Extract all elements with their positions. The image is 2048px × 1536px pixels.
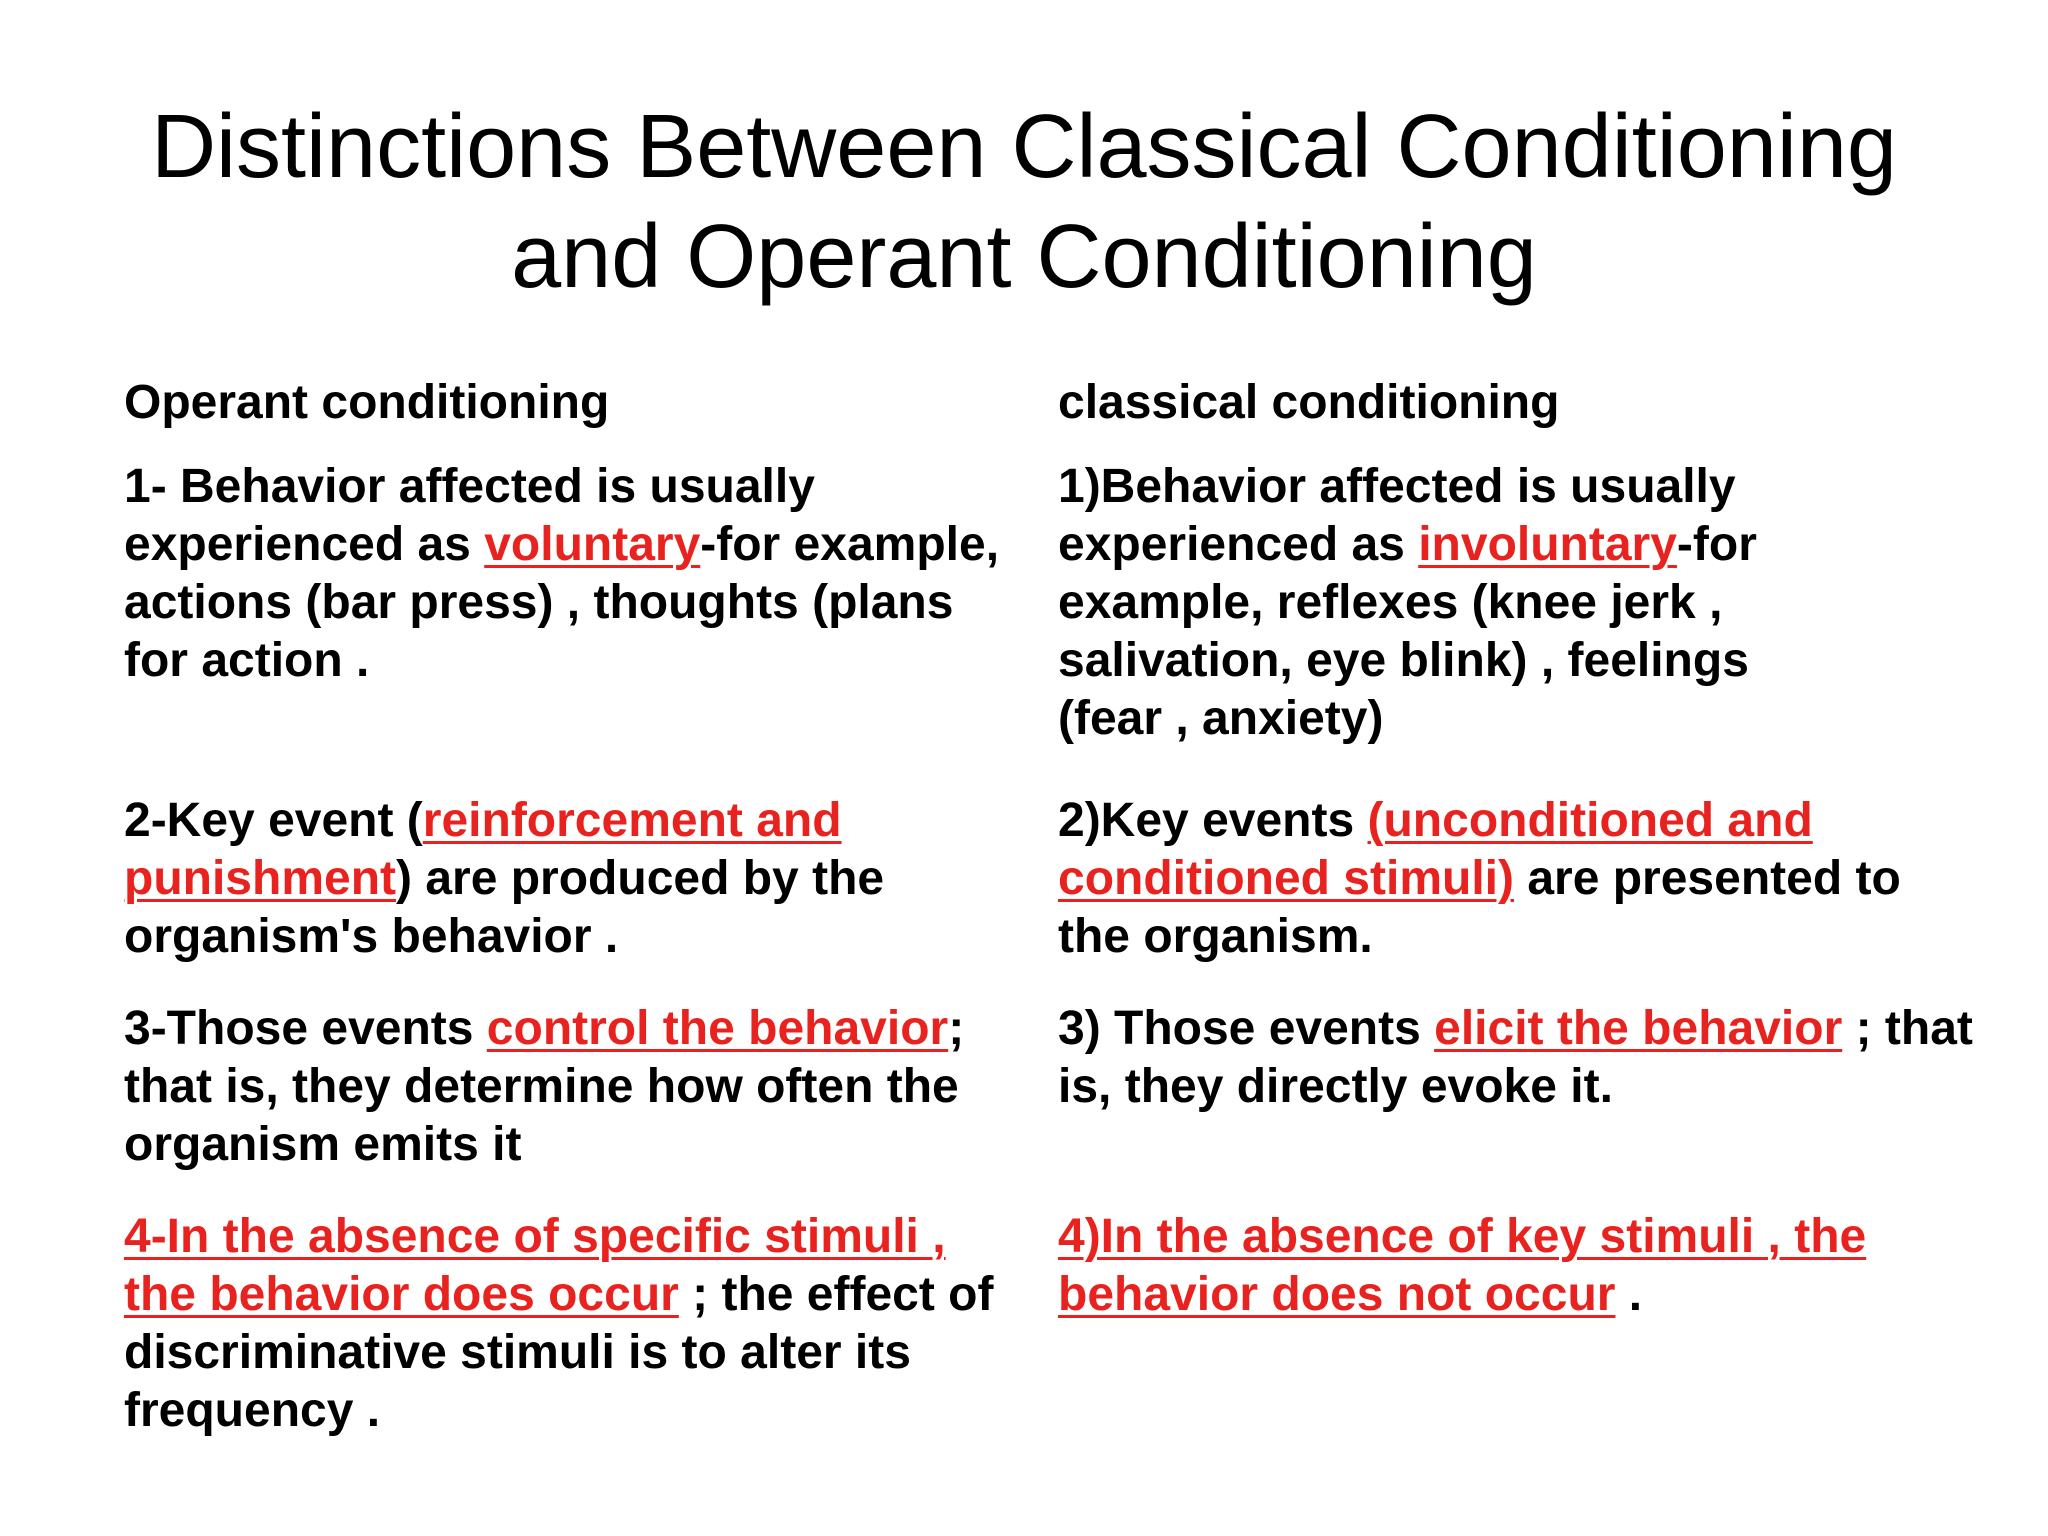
classical-point-2-text-a: 2)Key events [1058, 794, 1368, 847]
operant-point-3-text-a: 3-Those events [124, 1002, 487, 1055]
operant-point-2-highlight: reinforcement and punishment [124, 794, 842, 905]
operant-point-4 [124, 1208, 1024, 1440]
operant-point-2-text-b: ) are produced by the organism's behavior . [124, 852, 885, 963]
classical-point-3-highlight: elicit the behavior [1434, 1002, 1843, 1055]
classical-heading: classical conditioning [1058, 376, 1560, 429]
classical-point-2-highlight: (unconditioned and conditioned stimuli) [1058, 794, 1813, 905]
classical-point-1 [1058, 458, 1858, 748]
classical-point-2 [1058, 792, 1938, 966]
operant-point-2 [124, 792, 1024, 966]
operant-heading: Operant conditioning [124, 376, 610, 429]
classical-point-3 [1058, 1000, 2018, 1116]
classical-point-3-text-a: 3) Those events [1058, 1002, 1435, 1055]
classical-point-4 [1058, 1208, 2018, 1324]
operant-point-1 [124, 458, 1024, 690]
operant-point-3 [124, 1000, 1024, 1174]
classical-point-4-highlight: 4)In the absence of key stimuli , the behavior does not occur [1058, 1210, 1867, 1321]
classical-point-1-text-a: 1)Behavior affected is usually experienced as [1058, 460, 1736, 571]
operant-point-4-highlight: 4-In the absence of specific stimuli , the behavior does occur [124, 1210, 946, 1321]
classical-point-4-text-b: . [1615, 1268, 1643, 1321]
operant-point-1-text-a: 1- Behavior affected is usually experienced as [124, 460, 815, 571]
title-line-1: Distinctions Between Classical Conditioning [151, 97, 1897, 197]
classical-point-2-text-b: are presented to the organism. [1058, 852, 1901, 963]
operant-point-2-text-a: 2-Key event ( [124, 794, 423, 847]
operant-point-1-highlight: voluntary [484, 518, 701, 571]
operant-point-3-highlight: control the behavior [486, 1002, 949, 1055]
title-line-2: and Operant Conditioning [511, 207, 1537, 307]
slide-title [0, 92, 2048, 312]
operant-point-1-text-b: -for example, actions (bar press) , thoughts (plans for action . [124, 518, 1000, 687]
classical-point-1-highlight: involuntary [1418, 518, 1677, 571]
classical-point-1-text-b: -for example, reflexes (knee jerk , salivation, eye blink) , feelings (fear , anxiety) [1058, 518, 1757, 745]
classical-point-3-text-b: ; that is, they directly evoke it. [1058, 1002, 1973, 1113]
operant-point-3-text-b: ; that is, they determine how often the organism emits it [124, 1002, 965, 1171]
operant-point-4-text-b: ; the effect of discriminative stimuli is to alter its frequency . [124, 1268, 994, 1437]
